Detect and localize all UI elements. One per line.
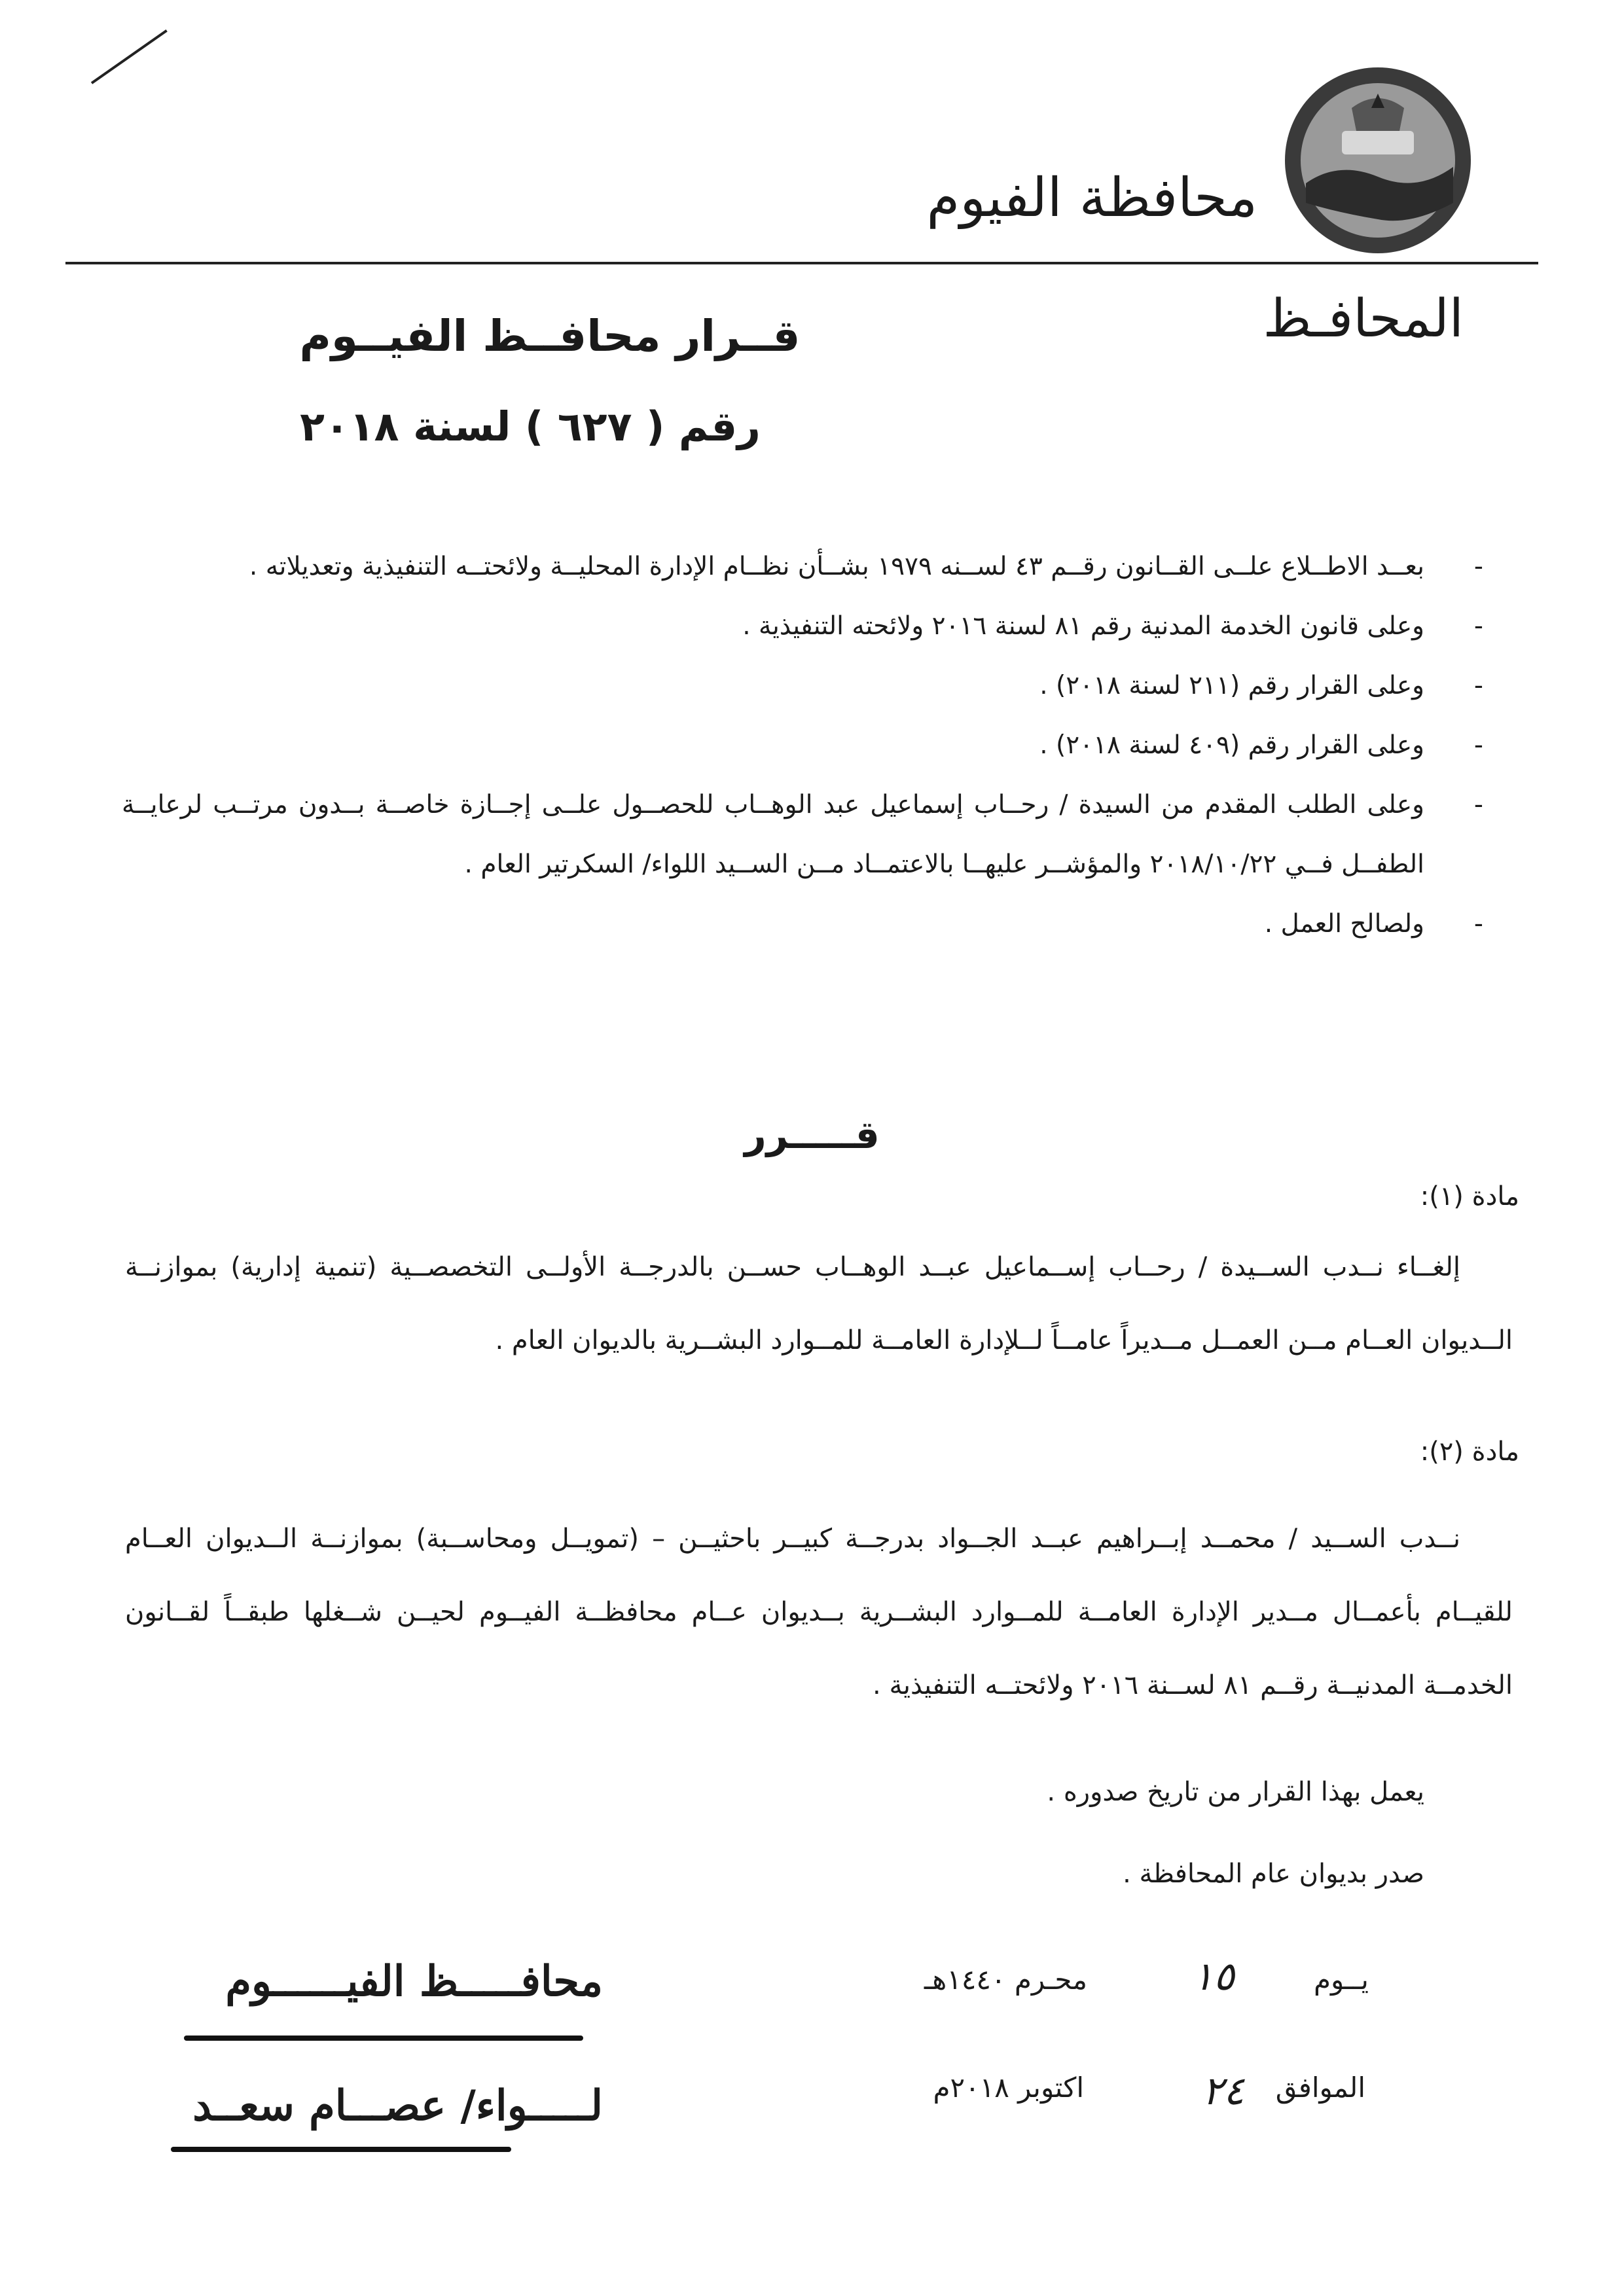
bullet-dash: - — [1473, 611, 1483, 641]
article-2-body: نــدب الســيد / محمــد إبــراهيم عبــد الجــواد بدرجــة كبيــر باحثيــن – (تمويــل ومحاســبة) بموازنــة الــديوان العــام للقيــام بأعمــال مــدير الإدارة العامــة للمــوارد البشــرية بــديوان عــام محافظــة الفيــوم لحيــن شــغلها طبقــاً لقــانون الخدمــة المدنيــة رقــم ٨١ لســنة ٢٠١٦ ولائحتــه التنفيذية . — [125, 1524, 1513, 1700]
pen-mark — [91, 29, 168, 84]
preamble-text: بعــد الاطــلاع علــى القــانون رقــم ٤٣ لســنه ١٩٧٩ بشــأن نظــام الإدارة المحليــة ولائحتــه التنفيذية وتعديلاته . — [249, 552, 1424, 581]
decree-title: قــرار محافــظ الفيــوم — [299, 311, 801, 361]
bullet-dash: - — [1473, 790, 1483, 819]
preamble-text: وعلى القرار رقم (٤٠٩ لسنة ٢٠١٨) . — [1039, 730, 1424, 760]
preamble-text: وعلى قانون الخدمة المدنية رقم ٨١ لسنة ٢٠١٦ ولائحته التنفيذية . — [742, 611, 1424, 641]
preamble-item — [122, 775, 1483, 894]
preamble-item — [122, 894, 1483, 954]
header-divider — [65, 262, 1538, 264]
signature-underline — [184, 2036, 583, 2041]
signature-title: محافـــــظ الفيــــــوم — [225, 1957, 603, 2006]
signature-underline — [171, 2147, 511, 2152]
corresponding-label: الموافق — [1275, 2072, 1365, 2104]
governorate-name: محافظة الفيوم — [926, 167, 1257, 229]
governorate-logo — [1280, 62, 1476, 259]
preamble-item — [122, 715, 1483, 775]
signature-name: لـــــواء/ عصـــام سعــد — [192, 2081, 603, 2130]
article-1-body: إلغــاء نــدب الســيدة / رحــاب إســماعيل عبــد الوهــاب حســن بالدرجــة الأولــى التخصصــية (تنمية إدارية) بموازنــة الــديوان العــام مــن العمــل مــديراً عامــاً لــلإدارة العامــة للمــوارد البشــرية بالديوان العام . — [125, 1252, 1513, 1355]
day-value: ١٥ — [1192, 1954, 1235, 2000]
hijri-date: محـرم ١٤٤٠هـ — [924, 1964, 1087, 1996]
bullet-dash: - — [1473, 552, 1483, 581]
preamble-list — [122, 537, 1483, 954]
article-1-title: مادة (١): — [1420, 1181, 1519, 1211]
bullet-dash: - — [1473, 909, 1483, 939]
preamble-item — [122, 596, 1483, 656]
gregorian-date: اكتوبر ٢٠١٨م — [933, 2072, 1084, 2104]
preamble-text: ولصالح العمل . — [1264, 909, 1424, 939]
preamble-item — [122, 656, 1483, 715]
bullet-dash: - — [1473, 671, 1483, 700]
decision-heading: قـــــرر — [744, 1113, 880, 1157]
closing-effective: يعمل بهذا القرار من تاريخ صدوره . — [1047, 1777, 1424, 1807]
decree-number: رقم ( ٦٢٧ ) لسنة ٢٠١٨ — [300, 403, 761, 450]
preamble-text: وعلى الطلب المقدم من السيدة / رحــاب إسماعيل عبد الوهــاب للحصــول علــى إجــازة خاصــة بــدون مرتــب لرعايــة الطفــل فــي ٢٠١٨/١٠/٢٢ والمؤشــر عليهــا بالاعتمــاد مــن الســيد اللواء/ السكرتير العام . — [122, 790, 1424, 879]
corresponding-day: ٢٤ — [1202, 2068, 1244, 2114]
preamble-text: وعلى القرار رقم (٢١١ لسنة ٢٠١٨) . — [1039, 671, 1424, 700]
bullet-dash: - — [1473, 730, 1483, 760]
preamble-item — [122, 537, 1483, 596]
closing-issued: صدر بديوان عام المحافظة . — [1123, 1859, 1424, 1889]
article-2-title: مادة (٢): — [1420, 1437, 1519, 1467]
day-label: يــوم — [1314, 1964, 1369, 1996]
office-label: المحافـظ — [1263, 288, 1464, 349]
